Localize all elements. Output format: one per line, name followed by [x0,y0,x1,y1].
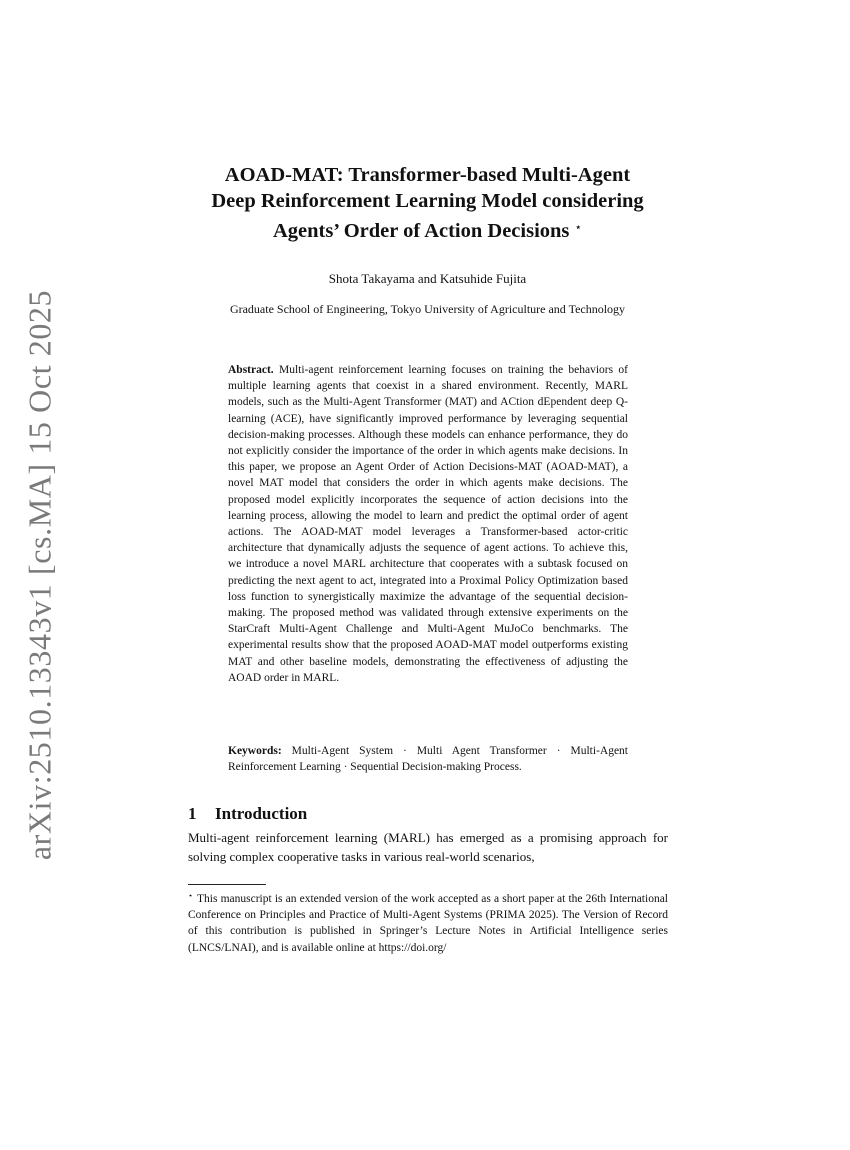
abstract-label: Abstract. [228,364,274,376]
title-line-1: AOAD-MAT: Transformer-based Multi-Agent [224,164,631,186]
title-line-2: Deep Reinforcement Learning Model considering [211,190,644,212]
affiliation: Graduate School of Engineering, Tokyo University of Agriculture and Technology [229,302,626,316]
title-line-3 [180,214,675,244]
footnote [188,888,668,956]
section-number: 1 [188,804,197,823]
keywords-label: Keywords: [228,745,282,757]
footnote-mark: ⋆ [188,891,194,900]
title-line-3-text: Agents’ Order of Action Decisions [272,220,570,242]
paper-title [180,162,675,244]
abstract [228,362,628,686]
arxiv-identifier-stamp: arXiv:2510.13343v1 [cs.MA] 15 Oct 2025 [21,289,58,861]
footnote-text: This manuscript is an extended version of the work accepted as a short paper at the 26th International Conference on Principles and Practice of Multi-Agent Systems (PRIMA 2025). The Version of Record of this contribution is published in Springer’s Lecture Notes in Artificial Intelligence series (LNCS/LNAI), and is available online at https://doi.org/ [188,893,668,954]
footnote-rule [188,884,266,885]
keywords-text: Multi-Agent System · Multi Agent Transformer · Multi-Agent Reinforcement Learning · Sequential Decision-making Process. [228,745,629,774]
authors: Shota Takayama and Katsuhide Fujita [328,271,527,286]
keywords [228,743,628,775]
intro-paragraph: Multi-agent reinforcement learning (MARL) has emerged as a promising approach for solving complex cooperative tasks in various real-world scenarios, [188,830,668,864]
section-title: Introduction [215,804,308,823]
section-heading [188,804,307,824]
title-footnote-mark: ⋆ [574,220,583,234]
abstract-text: Multi-agent reinforcement learning focuses on training the behaviors of multiple learning agents that coexist in a shared environment. Recently, MARL models, such as the Multi-Agent Transformer (MAT) and ACtion dEpendent deep Q-learning (ACE), have significantly improved performance by leveraging sequential decision-making processes. Although these models can enhance performance, they do not explicitly consider the importance of the order in which agents make decisions. In this paper, we propose an Agent Order of Action Decisions-MAT (AOAD-MAT), a novel MAT model that considers the order in which agents make decisions. The proposed model explicitly incorporates the sequence of action decisions into the learning process, allowing the model to learn and predict the optimal order of agent actions. The AOAD-MAT model leverages a Transformer-based actor-critic architecture that dynamically adjusts the sequence of agent actions. To achieve this, we introduce a novel MARL architecture that cooperates with a subtask focused on predicting the next agent to act, integrated into a Proximal Policy Optimization based loss function to synergistically maximize the advantage of the sequential decision-making. The proposed method was validated through extensive experiments on the StarCraft Multi-Agent Challenge and Multi-Agent MuJoCo benchmarks. The experimental results show that the proposed AOAD-MAT model outperforms existing MAT and other baseline models, demonstrating the effectiveness of adjusting the AOAD order in MARL. [228,364,629,684]
